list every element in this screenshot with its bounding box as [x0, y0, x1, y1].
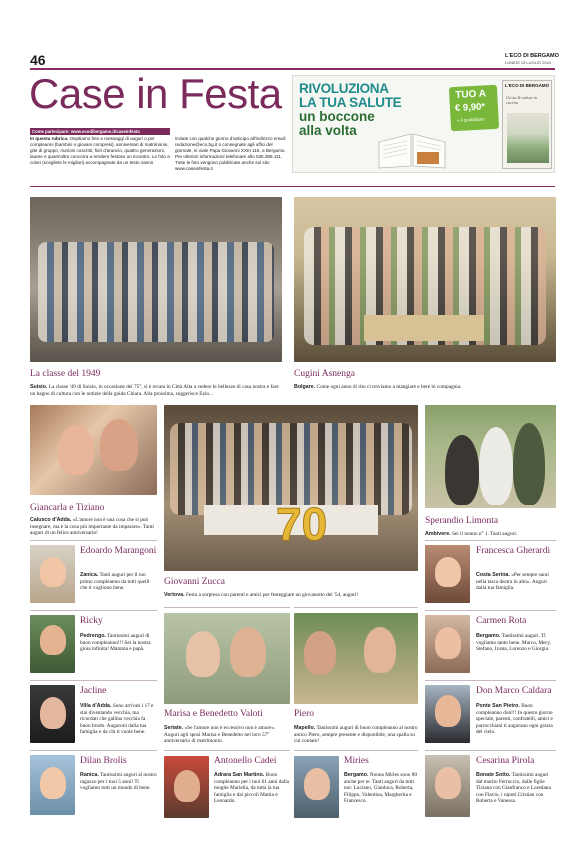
place: Ponte San Pietro. — [476, 703, 520, 709]
rule-miries — [294, 750, 418, 751]
book-illustration — [377, 128, 447, 170]
figure-left — [445, 435, 479, 505]
title-carmen-rota: Carmen Rota — [476, 616, 527, 626]
place: Ambivere. — [425, 531, 451, 537]
rule-marisa — [164, 607, 290, 608]
message: Tantissimi auguri al nostro ragazzo per i tuoi 5 anni! Ti vogliamo tutti un mondo di bene. — [80, 772, 157, 792]
face — [435, 695, 461, 727]
photo-jacline — [30, 685, 75, 743]
figure-mid — [479, 427, 513, 505]
rule-jacline — [30, 680, 157, 681]
message: Come ogni anno di rito ci troviamo a mangiare e bere in compagnia. — [316, 384, 462, 390]
rule-edoardo — [30, 540, 157, 541]
face-right — [364, 627, 396, 673]
place: Bolgare. — [294, 384, 316, 390]
howto-label: Come partecipare: www.ecodibergamo.it/caseinfesta — [30, 128, 170, 135]
place: Adrara San Martino. — [214, 772, 265, 778]
photo-dilan-brolis — [30, 755, 75, 815]
message: «L'amore non è una cosa che si può insegnare, ma è la cosa più importante da imparare». Tanti auguri di un felice anniversario! — [30, 517, 154, 537]
text-antonello-cadei — [214, 772, 290, 805]
title-antonello-cadei: Antonello Cadei — [214, 756, 277, 766]
place: Bergamo. — [476, 633, 501, 639]
text-classe-1949 — [30, 384, 282, 397]
photo-cesarina-pirola — [425, 755, 470, 817]
photo-francesca-gherardi — [425, 545, 470, 603]
title-ricky: Ricky — [80, 616, 103, 626]
place: Vertova. — [164, 592, 185, 598]
intro-col1-text: Ospitiamo foto e messaggi di auguri o per compleanni (bambini o giovani compresi), anniversari di matrimonio, gite di gruppo, riunioni coscritti, fiori d'arancio, quattro generazioni, lauree e quant'altro concorra a rendere festoso un incontro. Le foto a colori (scegliete le migliori) accompagnate da un testo vanno — [30, 136, 170, 165]
photo-piero — [294, 613, 418, 704]
title-classe-1949: La classe del 1949 — [30, 369, 101, 379]
text-cugini-asnenga — [294, 384, 556, 391]
message: «Per sempre sarai nella tasca destra in alto». Auguri dalla tua famiglia. — [476, 572, 549, 592]
face — [40, 767, 66, 799]
face-left — [186, 631, 220, 677]
title-sperandio-limonta: Sperandio Limonta — [425, 516, 499, 526]
place: Bonate Sotto. — [476, 772, 511, 778]
face — [435, 627, 461, 659]
message: Sono arrivati i 17 e stai diventando vecchia, ma ricordati che gallina vecchia fa buon brodo. Auguroni dalla tua famiglia e da chi ti vuole bene. — [80, 703, 154, 736]
title-piero: Piero — [294, 709, 315, 719]
book-masthead: L'ECO DI BERGAMO — [505, 83, 550, 88]
place: Pedrengo. — [80, 633, 106, 639]
message: Tanti auguri per il tuo primo compleanno da tutti quelli che ti vogliono bene. — [80, 572, 150, 592]
text-ricky — [80, 633, 157, 653]
title-dilan-brolis: Dilan Brolis — [80, 756, 127, 766]
face — [304, 768, 330, 800]
text-giovanni-zucca — [164, 592, 418, 599]
photo-antonello-cadei — [164, 756, 209, 818]
place: Zanica. — [80, 572, 99, 578]
ad-headline-2: LA TUA SALUTE — [299, 95, 402, 110]
text-dilan-brolis — [80, 772, 157, 792]
text-giancarla-tiziano — [30, 517, 157, 537]
title-don-marco-caldara: Don Marco Caldara — [476, 686, 552, 696]
place: Bergamo. — [344, 772, 369, 778]
photo-don-marco-caldara — [425, 685, 470, 743]
rule-carmen — [425, 610, 556, 611]
place: Mapello. — [294, 725, 316, 731]
message: Tantissimi auguri dal marito Ferruccio, dalle figlie Tiziana con Gianfranco e Loredana con Flavio, i nipoti Cristian con Roberta e Vanessa. — [476, 772, 551, 805]
message: Nonna Miries sono 80 anche per te. Tanti auguri da tutti noi: Luciano, Gianluca, Roberta, Filippo, Valentina, Margherita e Francesco. — [344, 772, 417, 805]
rule-don-marco — [425, 680, 556, 681]
photo-giovanni-zucca — [164, 405, 418, 571]
intro-lead: In questa rubrica. — [30, 136, 69, 141]
place: Suisio. — [30, 384, 48, 390]
text-don-marco-caldara — [476, 703, 556, 736]
rule-dilan — [30, 750, 157, 751]
photo-marisa-benedetto — [164, 613, 290, 704]
text-carmen-rota — [476, 633, 556, 653]
intro-col2: inviate con qualche giorno d'anticipo all'indirizzo email: redazione@eco.bg.it o consegnate agli uffici del giornale, in viale Papa Giovanni XXIII 118, a Bergamo. Per ulteriori informazioni telefonare allo 035.386.111. Tutte le foto vengono pubblicate anche sul sito www.caseinfesta.it — [175, 136, 287, 171]
book-cover — [502, 80, 552, 169]
photo-classe-1949 — [30, 197, 282, 362]
message: Buon compleanno don!!! In questo giorno speciale, parenti, confratelli, amici e parrocchiani ti augurano ogni grazia del cielo. — [476, 703, 553, 736]
message: Tantissimi auguri. Ti vogliamo tanto bene. Marco, Mery, Stefano, Ivana, Lorenzo e Giorgia. — [476, 633, 551, 653]
text-francesca-gherardi — [476, 572, 556, 592]
figure-right — [513, 423, 545, 505]
title-jacline: Jacline — [80, 686, 107, 696]
title-edoardo-marangoni: Edoardo Marangoni — [80, 546, 157, 556]
photo-giancarla-tiziano — [30, 405, 157, 495]
badge-top: TUO A — [455, 88, 487, 101]
photo-cugini-asnenga — [294, 197, 556, 362]
title-cugini-asnenga: Cugini Asnenga — [294, 369, 355, 379]
section-rule — [30, 186, 555, 187]
badge-price: € 9,90* — [454, 101, 486, 114]
photo-ricky — [30, 615, 75, 673]
ad-headline-4: alla volta — [299, 123, 357, 138]
face — [40, 697, 66, 729]
place: Ranica. — [80, 772, 99, 778]
text-jacline — [80, 703, 157, 736]
table — [364, 315, 484, 341]
message: «Se l'amore non è eccessivo non è amore». Auguri agli sposi Marisa e Benedetto nel loro 57° anniversario di matrimonio. — [164, 725, 276, 745]
title-giancarla-tiziano: Giancarla e Tiziano — [30, 503, 105, 513]
price-badge — [449, 85, 499, 131]
balloon-number: 70 — [276, 498, 328, 550]
rule-ricky — [30, 610, 157, 611]
title-miries: Miries — [344, 756, 369, 766]
title-cesarina-pirola: Cesarina Pirola — [476, 756, 535, 766]
place: Costa Serina. — [476, 572, 510, 578]
ad-headline-1: RIVOLUZIONA — [299, 81, 389, 96]
rule-cesarina — [425, 750, 556, 751]
face — [174, 770, 200, 802]
photo-sperandio-limonta — [425, 405, 556, 508]
title-marisa-benedetto: Marisa e Benedetto Valoti — [164, 709, 263, 719]
place: Calusco d'Adda. — [30, 517, 72, 523]
message: Buon compleanno per i tuoi 61 anni dalla moglie Mariella, da tutta la tua famiglia e dai piccoli Mattia e Leonardo. — [214, 772, 290, 805]
book-cover-photo — [507, 113, 549, 163]
message: Festa a sorpresa con parenti e amici per festeggiare un giovanotto del '54, auguri! — [185, 592, 359, 598]
face-left — [304, 631, 336, 675]
rule-antonello — [164, 750, 290, 751]
face — [40, 625, 66, 655]
masthead: L'ECO DI BERGAMO — [505, 53, 559, 59]
face — [40, 557, 66, 587]
title-francesca-gherardi: Francesca Gherardi — [476, 546, 551, 556]
photo-edoardo-marangoni — [30, 545, 75, 603]
text-piero — [294, 725, 418, 745]
rule-piero — [294, 607, 418, 608]
text-marisa-benedetto — [164, 725, 290, 745]
text-cesarina-pirola — [476, 772, 556, 805]
text-miries — [344, 772, 418, 805]
message: Tantissimi auguri di buon compleanno al nostro amico Piero, sempre presente e disponibile, una spalla su cui contare! — [294, 725, 418, 745]
book-title: Gioia & salute in cucina — [506, 95, 538, 105]
group-figures — [38, 242, 274, 342]
ad-headline-3: un boccone — [299, 109, 375, 124]
face — [435, 767, 461, 799]
rule-francesca — [425, 540, 556, 541]
title-giovanni-zucca: Giovanni Zucca — [164, 577, 225, 587]
header-date: LUNEDÌ 15 LUGLIO 2024 — [505, 60, 552, 65]
page-number: 46 — [30, 52, 46, 68]
face — [435, 557, 461, 587]
text-edoardo-marangoni — [80, 572, 157, 592]
ad-banner[interactable] — [292, 75, 555, 173]
place: Villa d'Adda. — [80, 703, 112, 709]
badge-bottom: + il quotidiano — [456, 116, 485, 123]
face-right — [100, 419, 138, 471]
place: Seriate. — [164, 725, 184, 731]
face-right — [230, 627, 266, 677]
message: La classe '49 di Suisio, in occasione del 75°, si è recata in Città Alta a vedere le bellezze di casa nostra e fare un bagno di cultura con le notizie della guida Chiara. Alla prossima, suggerisce Ezio... — [30, 384, 279, 397]
photo-carmen-rota — [425, 615, 470, 673]
message: Tantissimi auguri di buon compleanno!!! Sei la nostra gioia infinita! Mamma e papà. — [80, 633, 151, 653]
photo-miries — [294, 756, 339, 818]
text-sperandio-limonta — [425, 531, 556, 538]
section-title: Case in Festa — [29, 70, 282, 117]
face-left — [58, 425, 94, 475]
message: Sei il nonno n° 1. Tanti auguri. — [451, 531, 518, 537]
intro-col1 — [30, 136, 170, 166]
